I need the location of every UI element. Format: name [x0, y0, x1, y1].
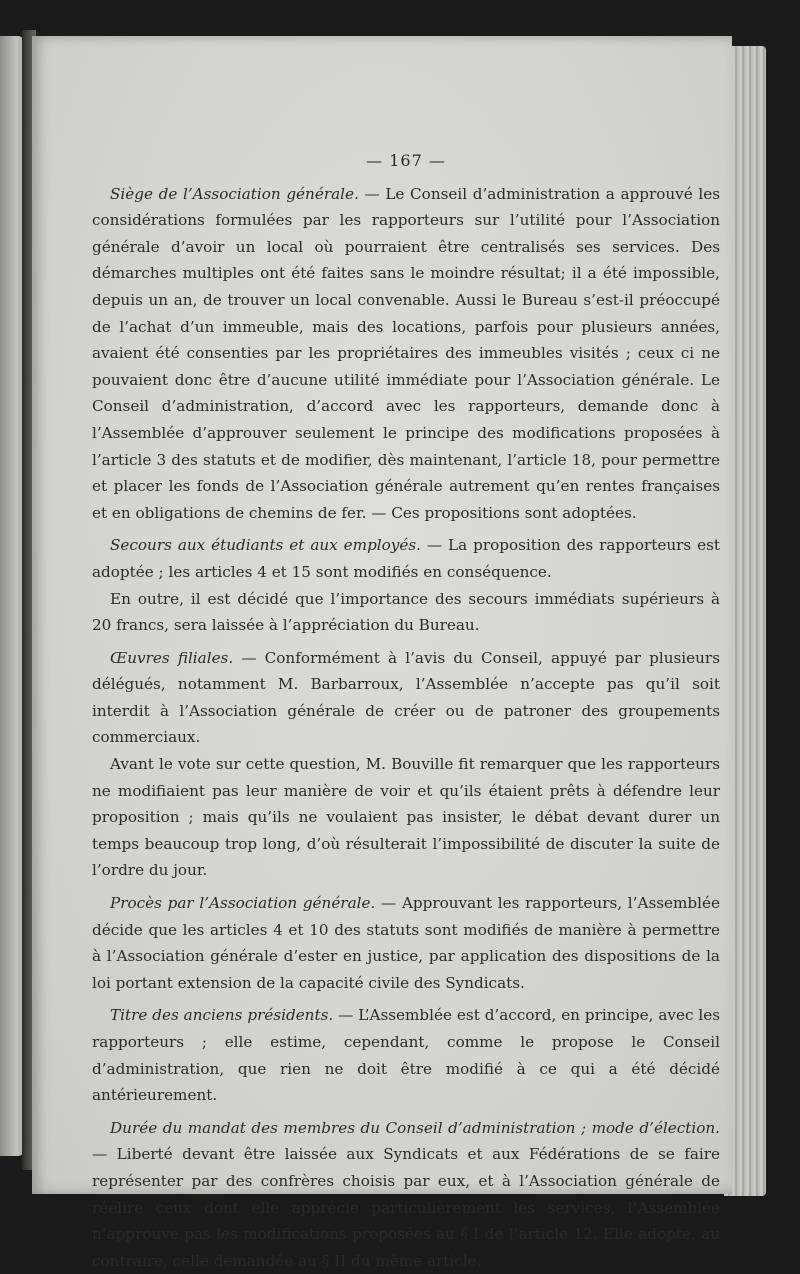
paragraph-text: — Liberté devant être laissée aux Syndicats et aux Fédérations de se faire représenter par des confrères choisis par eux, et à l’Association générale de réélire ceux dont elle apprécie particulièrement les services, l’Assemblée n’approuve pas les modifications proposées au § I de l’article 12. Elle adopte, au contraire, celle demandée au § II du même article.	[92, 1145, 720, 1270]
paragraph-secours-suite	[92, 586, 720, 639]
left-page-edge	[0, 36, 24, 1156]
paragraph-heading: Titre des anciens présidents.	[110, 1006, 334, 1025]
paragraph-heading: Durée du mandat des membres du Conseil d’administration ; mode d’élection.	[110, 1118, 720, 1137]
paragraph-text: — Le Conseil d’administration a approuvé les considérations formulées par les rapporteurs sur l’utilité pour l’Association générale d’avoir un local où pourraient être centralisés ses services. Des démarches multiples ont été faites sans le moindre résultat; il a été impossible, depuis un an, de trouver un local convenable. Aussi le Bureau s’est-il préoccupé de l’achat d’un immeuble, mais des locations, parfois pour plusieurs années, avaient été consenties par les propriétaires des immeubles visités ; ceux ci ne pouvaient donc être d’aucune utilité immédiate pour l’Association générale. Le Conseil d’administration, d’accord avec les rapporteurs, demande donc à l’Assemblée d’approuver seulement le principe des modifications proposées à l’article 3 des statuts et de modifier, dès maintenant, l’article 18, pour permettre et placer les fonds de l’Association générale autrement qu’en rentes françaises et en obligations de chemins de fer. — Ces propositions sont adoptées.	[92, 184, 720, 522]
paragraph-heading: Siège de l’Association générale.	[110, 184, 359, 203]
paragraph-heading: Secours aux étudiants et aux employés.	[110, 536, 421, 555]
paragraph-duree	[92, 1115, 720, 1274]
paragraph-siege	[92, 181, 720, 527]
paragraph-heading: Procès par l’Association générale.	[110, 894, 376, 913]
page-content	[92, 148, 720, 1274]
paragraph-text: — Approuvant les rapporteurs, l’Assemblée décide que les articles 4 et 10 des statuts sont modifiés de manière à permettre à l’Association générale d’ester en justice, par application des dispositions de la loi portant extension de la capacité civile des Syndicats.	[92, 894, 720, 992]
page-number: — 167 —	[366, 151, 446, 170]
paragraph-heading: Œuvres filiales.	[110, 648, 234, 667]
paragraph-bouville	[92, 751, 720, 884]
paragraph-text: Avant le vote sur cette question, M. Bouville fit remarquer que les rapporteurs ne modifiaient pas leur manière de voir et qu’ils étaient prêts à défendre leur proposition ; mais qu’ils ne voulaient pas insister, le débat devant durer un temps beaucoup trop long, d’où résulterait l’impossibilité de discuter la suite de l’ordre du jour.	[92, 755, 720, 880]
paragraph-text: En outre, il est décidé que l’importance des secours immédiats supérieurs à 20 francs, sera laissée à l’appréciation du Bureau.	[92, 589, 720, 635]
paragraph-text: — Conformément à l’avis du Conseil, appuyé par plusieurs délégués, notamment M. Barbarroux, l’Assemblée n’accepte pas qu’il soit interdit à l’Association générale de créer ou de patroner des groupements commerciaux.	[92, 648, 720, 747]
paragraph-oeuvres	[92, 645, 720, 751]
paragraph-secours	[92, 532, 720, 585]
paragraph-titre	[92, 1002, 720, 1108]
book-page	[32, 36, 732, 1270]
paragraph-text: — L’Assemblée est d’accord, en principe, avec les rapporteurs ; elle estime, cependant, comme le propose le Conseil d’administration, que rien ne doit être modifié à ce qui a été décidé antérieurement.	[92, 1006, 720, 1105]
paragraph-proces	[92, 890, 720, 996]
paragraph-text: — La proposition des rapporteurs est adoptée ; les articles 4 et 15 sont modifiés en conséquence.	[92, 536, 720, 581]
